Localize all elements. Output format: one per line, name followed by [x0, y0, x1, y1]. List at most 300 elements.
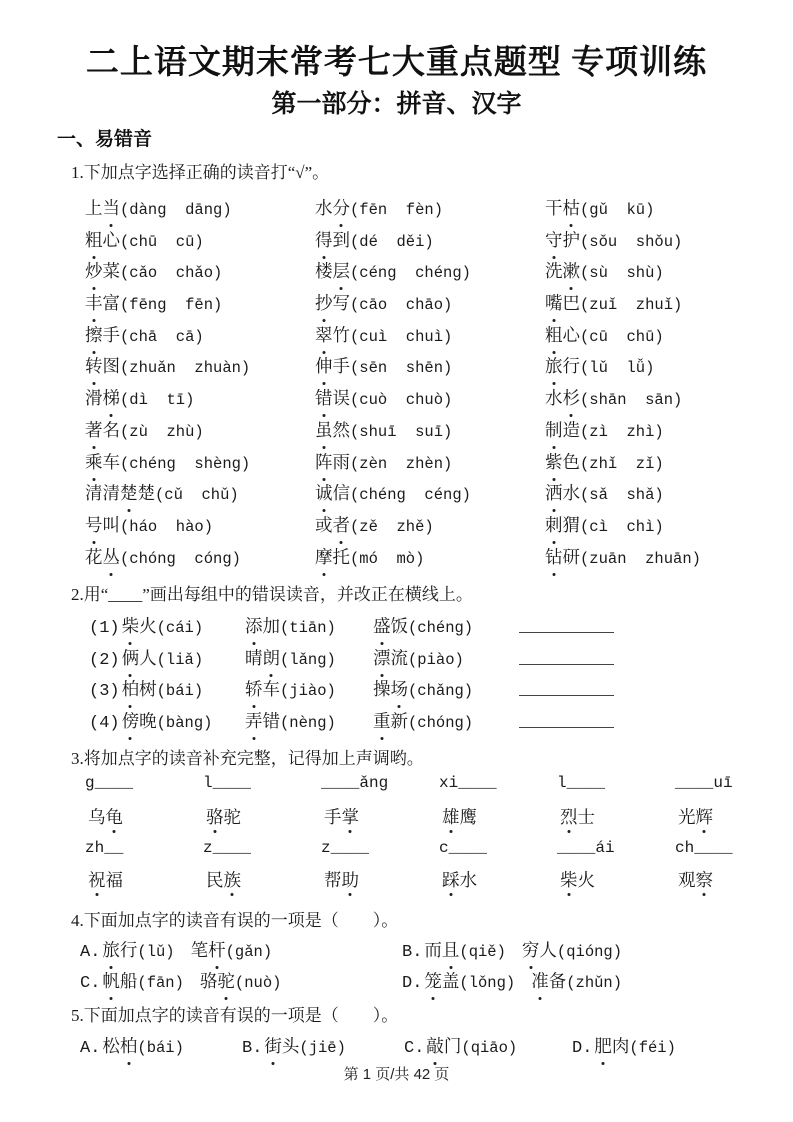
- word-entry: [245, 710, 336, 732]
- pinyin: (fēng fēn): [120, 296, 223, 315]
- choice-label: B.: [242, 1039, 263, 1058]
- word-entry: [315, 293, 453, 315]
- dotted-word: 轿车: [245, 679, 280, 699]
- pinyin: (zhǐ zǐ): [580, 454, 664, 473]
- q4-options-row-1: [80, 936, 770, 967]
- pinyin: (nèng): [280, 713, 336, 732]
- dotted-word: 骆驼: [206, 807, 241, 827]
- choice-option: [402, 967, 770, 998]
- pinyin: (chóng cóng): [120, 549, 241, 568]
- choice-label: D.: [402, 974, 423, 993]
- dotted-word: 漂流: [373, 648, 408, 668]
- q1-entry: [315, 448, 545, 480]
- choice-option: [80, 936, 402, 967]
- pinyin: (háo hào): [120, 517, 214, 536]
- dotted-word: 松柏: [102, 1036, 137, 1056]
- word-entry: [545, 293, 683, 315]
- pinyin: (gǔ kū): [580, 201, 655, 219]
- dotted-word: 炒菜: [85, 261, 120, 281]
- dotted-word: 著名: [85, 420, 120, 440]
- word-entry: [545, 261, 664, 283]
- q2-entry: [373, 675, 519, 706]
- word-entry: [206, 807, 241, 827]
- word-entry: [545, 356, 655, 378]
- dotted-word: 丰富: [85, 293, 120, 313]
- dotted-word: 笼盖: [424, 971, 459, 991]
- dotted-word: 抄写: [315, 293, 350, 313]
- pinyin: (cāo chāo): [350, 296, 453, 315]
- word-entry: [85, 451, 251, 473]
- choice-option: [80, 1032, 242, 1063]
- dotted-word: 而且: [424, 940, 459, 960]
- choice-option: [80, 967, 402, 998]
- row-label: (4): [89, 713, 120, 733]
- dotted-word: 粗心: [545, 325, 580, 345]
- word-entry: [88, 870, 123, 890]
- q1-entry: [545, 194, 785, 226]
- pinyin: (gǎn): [225, 943, 273, 961]
- pinyin: (chǎng): [408, 682, 474, 701]
- word-entry: [373, 616, 474, 637]
- q1-entry: [85, 194, 315, 226]
- word-entry: [85, 293, 223, 315]
- q2-rows: [89, 612, 614, 738]
- dotted-word: 手掌: [324, 807, 359, 827]
- pinyin: (cuò chuò): [350, 391, 453, 410]
- dotted-word: 街头: [264, 1036, 299, 1056]
- pinyin: (lǎng): [280, 650, 336, 669]
- q2-entry: [245, 612, 373, 643]
- word-entry: [531, 971, 623, 992]
- pinyin: (bái): [156, 682, 204, 701]
- pinyin: (dé děi): [350, 232, 434, 251]
- q4-options-row-2: [80, 967, 770, 998]
- q2-row: [89, 707, 614, 739]
- pinyin: (bàng): [156, 713, 213, 732]
- q1-entry: [545, 321, 785, 353]
- dotted-word: 盛饭: [373, 616, 408, 636]
- pinyin-blank: l____: [557, 774, 606, 792]
- pinyin-blank: xi____: [439, 774, 497, 792]
- q2-entry: [373, 644, 519, 675]
- dotted-word: 民族: [206, 870, 241, 890]
- dotted-word: 乘车: [85, 452, 120, 472]
- q3-word: [321, 804, 439, 829]
- pinyin: (sǎ shǎ): [580, 486, 664, 505]
- dotted-word: 守护: [545, 230, 580, 250]
- pinyin: (jiē): [299, 1039, 346, 1057]
- q1-entry: [315, 384, 545, 416]
- word-entry: [206, 870, 241, 890]
- word-entry: [245, 647, 336, 669]
- dotted-word: 紫色: [545, 452, 580, 472]
- word-entry: [545, 419, 664, 441]
- word-entry: [545, 483, 664, 505]
- dotted-word: 旅行: [545, 356, 580, 376]
- q1-entry: [85, 479, 315, 511]
- q1-entry: [85, 321, 315, 353]
- q2-entry: [373, 707, 519, 738]
- word-entry: [121, 679, 204, 701]
- pinyin-blank: ____ái: [557, 839, 615, 857]
- word-entry: [678, 807, 713, 827]
- dotted-word: 或者: [315, 515, 350, 535]
- dotted-word: 得到: [315, 230, 350, 250]
- choice-option: [572, 1032, 770, 1063]
- dotted-word: 准备: [531, 971, 566, 991]
- word-entry: [373, 679, 474, 701]
- q1-entry: [85, 289, 315, 321]
- row-label: (1): [89, 619, 120, 638]
- q3-words-row-1: [85, 804, 793, 829]
- dotted-word: 帆船: [102, 971, 137, 991]
- pinyin: (qiě): [459, 943, 506, 961]
- pinyin: (chū cū): [120, 232, 204, 251]
- pinyin-blank: ____uī: [675, 774, 733, 792]
- dotted-word: 伸手: [315, 356, 350, 376]
- word-entry: [85, 483, 239, 505]
- q3-word: [321, 867, 439, 892]
- pinyin: (sǒu shǒu): [580, 232, 683, 251]
- dotted-word: 上当: [85, 198, 120, 218]
- q1-entry: [545, 352, 785, 384]
- word-entry: [85, 546, 241, 568]
- word-entry: [424, 940, 506, 961]
- word-entry: [315, 261, 471, 283]
- q1-entry: [85, 226, 315, 258]
- q2-entry: [373, 612, 519, 643]
- pinyin-blank: z____: [321, 839, 370, 857]
- pinyin: (zhǔn): [566, 974, 623, 992]
- word-entry: [199, 971, 282, 992]
- q1-entry: [545, 511, 785, 543]
- pinyin: (cuì chuì): [350, 327, 453, 346]
- word-entry: [315, 324, 453, 346]
- word-entry: [121, 616, 204, 637]
- q3-prompt: 3.将加点字的读音补充完整，记得加上声调哟。: [71, 749, 424, 768]
- word-entry: [442, 870, 477, 890]
- word-entry: [315, 356, 453, 378]
- word-entry: [85, 324, 204, 346]
- q1-entry: [85, 511, 315, 543]
- dotted-word: 傍晚: [122, 711, 157, 731]
- q2-entry: [89, 675, 245, 706]
- q3-word: [439, 804, 557, 829]
- q3-words-row-2: [85, 867, 793, 892]
- pinyin: (qiāo): [461, 1039, 518, 1057]
- pinyin: (zě zhě): [350, 517, 434, 536]
- page-subtitle: 第一部分：拼音、汉字: [271, 91, 522, 118]
- word-entry: [545, 198, 655, 219]
- q1-entry: [315, 289, 545, 321]
- dotted-word: 柏树: [122, 679, 157, 699]
- q1-entry: [85, 448, 315, 480]
- word-entry: [85, 261, 223, 283]
- pinyin: (qióng): [556, 943, 623, 961]
- page-title: 二上语文期末常考七大重点题型 专项训练: [85, 45, 708, 81]
- dotted-word: 花丛: [85, 547, 120, 567]
- q1-entry: [315, 511, 545, 543]
- q1-entry: [315, 257, 545, 289]
- q5-options-row: [80, 1032, 770, 1063]
- pinyin: (bái): [137, 1039, 184, 1057]
- page-number: 第 1 页/共 42 页: [343, 1066, 450, 1083]
- word-entry: [264, 1036, 346, 1057]
- dotted-word: 烈士: [560, 807, 595, 827]
- q1-entry: [315, 352, 545, 384]
- q1-entry: [85, 352, 315, 384]
- row-label: (3): [89, 682, 120, 702]
- q2-entry: [89, 644, 245, 675]
- dotted-word: 摩托: [315, 547, 350, 567]
- word-entry: [521, 940, 623, 961]
- pinyin: (chéng shèng): [120, 454, 251, 473]
- word-entry: [88, 807, 123, 827]
- pinyin: (dì tī): [120, 391, 195, 410]
- word-entry: [545, 229, 683, 251]
- dotted-word: 翠竹: [315, 325, 350, 345]
- word-entry: [678, 870, 713, 890]
- choice-option: [402, 936, 770, 967]
- dotted-word: 柴火: [560, 870, 595, 890]
- pinyin-blank: l____: [203, 774, 252, 792]
- word-entry: [315, 483, 471, 505]
- word-entry: [245, 679, 336, 701]
- dotted-word: 号叫: [85, 515, 120, 535]
- q3-word: [675, 867, 793, 892]
- q1-entry: [545, 226, 785, 258]
- dotted-word: 清清楚楚: [85, 483, 155, 503]
- word-entry: [121, 647, 204, 669]
- word-entry: [315, 198, 444, 219]
- q3-word: [203, 867, 321, 892]
- q1-entry: [545, 448, 785, 480]
- pinyin: (zhuǎn zhuàn): [120, 359, 251, 378]
- pinyin: (shuī suī): [350, 422, 453, 441]
- q2-prompt: 2.用“____”画出每组中的错误读音，并改正在横线上。: [71, 585, 473, 604]
- pinyin: (zuān zhuān): [580, 549, 701, 568]
- q1-entry: [545, 257, 785, 289]
- pinyin-blank: zh__: [85, 839, 124, 857]
- dotted-word: 操场: [373, 679, 408, 699]
- pinyin: (cì chì): [580, 517, 664, 536]
- word-entry: [121, 710, 213, 732]
- q2-row: [89, 644, 614, 676]
- q2-row: [89, 612, 614, 644]
- pinyin: (mó mò): [350, 549, 425, 568]
- pinyin: (zèn zhèn): [350, 454, 453, 473]
- q5-prompt: 5.下面加点字的读音有误的一项是（ ）。: [71, 1006, 399, 1025]
- word-entry: [442, 807, 477, 827]
- dotted-word: 晴朗: [245, 648, 280, 668]
- pinyin: (féi): [629, 1039, 676, 1057]
- q3-word: [203, 804, 321, 829]
- word-entry: [373, 647, 464, 669]
- word-entry: [85, 388, 195, 410]
- section-heading: 一、易错音: [57, 129, 153, 150]
- dotted-word: 虽然: [315, 420, 350, 440]
- q1-entry: [545, 543, 785, 575]
- word-entry: [85, 419, 204, 441]
- choice-label: C.: [404, 1039, 425, 1058]
- dotted-word: 粗心: [85, 230, 120, 250]
- dotted-word: 转图: [85, 356, 120, 376]
- dotted-word: 帮助: [324, 870, 359, 890]
- pinyin: (cǔ chǔ): [155, 486, 239, 505]
- word-entry: [426, 1036, 518, 1057]
- dotted-word: 错误: [315, 388, 350, 408]
- q1-grid: [85, 194, 785, 574]
- dotted-word: 重新: [373, 711, 408, 731]
- word-entry: [85, 356, 251, 378]
- pinyin: (piào): [408, 650, 464, 669]
- word-entry: [315, 388, 453, 410]
- q3-word: [85, 804, 203, 829]
- answer-blank-line: [519, 677, 614, 696]
- q3-word: [557, 867, 675, 892]
- dotted-word: 雄鹰: [442, 807, 477, 827]
- pinyin-blank: z____: [203, 839, 252, 857]
- dotted-word: 擦手: [85, 325, 120, 345]
- q2-row: [89, 675, 614, 707]
- q3-word: [557, 804, 675, 829]
- q3-blanks-row-1: [85, 774, 793, 792]
- q1-prompt: 1.下加点字选择正确的读音打“√”。: [71, 163, 330, 182]
- dotted-word: 嘴巴: [545, 293, 580, 313]
- word-entry: [594, 1036, 676, 1057]
- q1-entry: [315, 226, 545, 258]
- choice-label: D.: [572, 1039, 593, 1058]
- choice-label: C.: [80, 974, 101, 993]
- q1-entry: [545, 384, 785, 416]
- pinyin-blank: ____ǎng: [321, 774, 389, 792]
- dotted-word: 敲门: [426, 1036, 461, 1056]
- dotted-word: 制造: [545, 420, 580, 440]
- pinyin: (zuǐ zhuǐ): [580, 296, 683, 315]
- pinyin: (cǎo chǎo): [120, 264, 223, 283]
- pinyin: (lǔ lǚ): [580, 359, 655, 378]
- answer-blank-line: [519, 709, 614, 728]
- dotted-word: 祝福: [88, 870, 123, 890]
- word-entry: [102, 940, 175, 961]
- dotted-word: 光辉: [678, 807, 713, 827]
- word-entry: [424, 971, 516, 992]
- dotted-word: 骆驼: [200, 971, 235, 991]
- q1-entry: [545, 416, 785, 448]
- q1-entry: [85, 543, 315, 575]
- pinyin-blank: c____: [439, 839, 488, 857]
- word-entry: [102, 1036, 184, 1057]
- q1-entry: [85, 416, 315, 448]
- dotted-word: 笔杆: [191, 940, 226, 960]
- pinyin: (zì zhì): [580, 422, 664, 441]
- dotted-word: 添加: [245, 616, 280, 636]
- choice-label: A.: [80, 1039, 101, 1058]
- pinyin: (liǎ): [156, 650, 204, 669]
- q3-word: [439, 867, 557, 892]
- q3-word: [85, 867, 203, 892]
- word-entry: [315, 451, 453, 473]
- q3-blanks-row-2: [85, 839, 793, 857]
- dotted-word: 阵雨: [315, 452, 350, 472]
- word-entry: [545, 451, 664, 473]
- q1-entry: [315, 543, 545, 575]
- pinyin: (nuò): [234, 974, 282, 992]
- dotted-word: 穷人: [522, 940, 557, 960]
- pinyin: (lǒng): [459, 974, 516, 992]
- q1-entry: [315, 321, 545, 353]
- q1-entry: [315, 479, 545, 511]
- q1-entry: [545, 479, 785, 511]
- word-entry: [324, 807, 359, 827]
- pinyin: (chéng): [408, 619, 474, 637]
- dotted-word: 踩水: [442, 870, 477, 890]
- word-entry: [315, 514, 434, 536]
- word-entry: [85, 198, 232, 219]
- dotted-word: 水分: [315, 198, 350, 218]
- dotted-word: 弄错: [245, 711, 280, 731]
- pinyin: (tiān): [280, 619, 336, 637]
- word-entry: [85, 229, 204, 251]
- dotted-word: 洗漱: [545, 261, 580, 281]
- dotted-word: 水杉: [545, 388, 580, 408]
- q2-entry: [245, 644, 373, 675]
- q2-entry: [245, 675, 373, 706]
- dotted-word: 柴火: [122, 616, 157, 636]
- word-entry: [245, 616, 336, 637]
- word-entry: [560, 870, 595, 890]
- word-entry: [190, 940, 273, 961]
- q2-entry: [89, 707, 245, 738]
- pinyin: (fān): [137, 974, 184, 992]
- dotted-word: 钻研: [545, 547, 580, 567]
- dotted-word: 诚信: [315, 483, 350, 503]
- choice-label: A.: [80, 943, 101, 962]
- answer-blank-line: [519, 646, 614, 665]
- dotted-word: 刺猬: [545, 515, 580, 535]
- q1-entry: [315, 194, 545, 226]
- word-entry: [315, 419, 453, 441]
- pinyin-blank: g____: [85, 774, 134, 792]
- word-entry: [102, 971, 184, 992]
- word-entry: [315, 546, 425, 568]
- pinyin: (cái): [156, 619, 204, 637]
- dotted-word: 干枯: [545, 198, 580, 218]
- dotted-word: 洒水: [545, 483, 580, 503]
- word-entry: [545, 324, 664, 346]
- pinyin: (zù zhù): [120, 422, 204, 441]
- pinyin: (sù shù): [580, 264, 664, 283]
- word-entry: [545, 388, 683, 410]
- pinyin: (shān sān): [580, 391, 683, 410]
- word-entry: [85, 514, 214, 536]
- dotted-word: 俩人: [122, 648, 157, 668]
- word-entry: [373, 710, 474, 732]
- pinyin: (jiào): [280, 682, 336, 701]
- word-entry: [545, 546, 701, 568]
- dotted-word: 楼层: [315, 261, 350, 281]
- choice-label: B.: [402, 943, 423, 962]
- dotted-word: 旅行: [102, 940, 137, 960]
- pinyin: (dàng dāng): [120, 201, 232, 219]
- q1-entry: [85, 257, 315, 289]
- pinyin: (chóng): [408, 713, 474, 732]
- choice-option: [404, 1032, 572, 1063]
- q1-entry: [85, 384, 315, 416]
- pinyin: (cū chū): [580, 327, 664, 346]
- pinyin: (céng chéng): [350, 264, 471, 283]
- q1-entry: [545, 289, 785, 321]
